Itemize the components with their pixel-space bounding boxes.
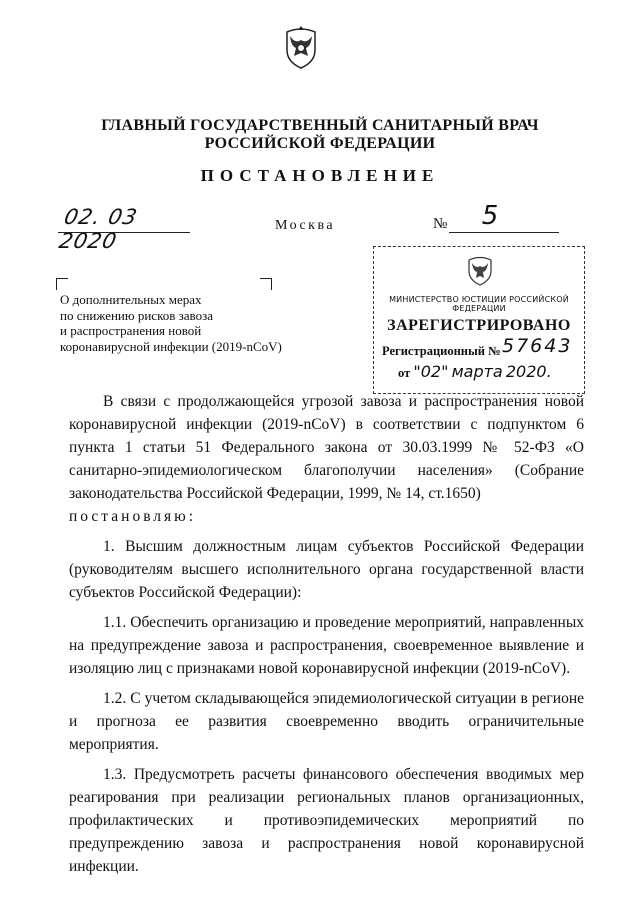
stamp-status: ЗАРЕГИСТРИРОВАНО xyxy=(387,317,571,334)
subject-line: по снижению рисков завоза xyxy=(60,307,213,323)
issuer-line-2: РОССИЙСКОЙ ФЕДЕРАЦИИ xyxy=(204,135,436,152)
document-number: 5 xyxy=(481,201,499,231)
document-body xyxy=(69,390,584,885)
subject-line: и распространения новой xyxy=(60,323,202,338)
clause-1-2: 1.2. С учетом складывающейся эпидемиологической ситуации в регионе и прогноза ее развития своевременно вводить ограничительные мероприятия. xyxy=(69,690,584,753)
subject-bracket-right xyxy=(260,278,272,290)
number-label: № xyxy=(433,216,448,232)
stamp-date-year: 2020. xyxy=(505,362,552,381)
subject-block xyxy=(60,292,320,354)
stamp-date-day: "02" xyxy=(413,362,449,381)
date-underline xyxy=(58,232,190,233)
subject-bracket-left xyxy=(56,278,68,290)
stamp-reg-label: Регистрационный № xyxy=(382,344,501,358)
registration-stamp xyxy=(373,246,585,394)
clause-1: 1. Высшим должностным лицам субъектов Российской Федерации (руководителям высшего исполнительного органа государственной власти субъектов Российской Федерации): xyxy=(69,538,584,601)
handwritten-date: 02. 03 2020 xyxy=(56,205,140,253)
clause-1-3: 1.3. Предусмотреть расчеты финансового обеспечения вводимых мер реагирования при реализации региональных планов организационных, профилактических и противоэпидемических мероприятий по предупреждению завоза и распространения новой коронавирусной инфекции. xyxy=(69,766,584,875)
subject-line: О дополнительных мерах xyxy=(60,292,202,307)
stamp-date-row xyxy=(398,362,552,381)
subject-line: коронавирусной инфекции (2019-nCoV) xyxy=(60,338,282,354)
stamp-date-prefix: от xyxy=(398,366,411,380)
stamp-date-month: марта xyxy=(451,362,503,381)
clause-1-1: 1.1. Обеспечить организацию и проведение мероприятий, направленных на предупреждение завоза и распространения, своевременное выявление и изоляцию лиц с признаками новой коронавирусной инфекции (2019-nCoV). xyxy=(69,614,584,677)
stamp-ministry: МИНИСТЕРСТВО ЮСТИЦИИ РОССИЙСКОЙ ФЕДЕРАЦИИ xyxy=(389,295,569,313)
stamp-reg-number: 57643 xyxy=(502,335,573,357)
coat-of-arms-icon xyxy=(281,22,321,72)
document-title: ПОСТАНОВЛЕНИЕ xyxy=(200,166,440,185)
intro-paragraph: В связи с продолжающейся угрозой завоза и распространения новой коронавирусной инфекции (2019-nCoV) в соответствии с подпунктом 6 пункта 1 статьи 51 Федерального закона от 30.03.1999 № 52-ФЗ «О санитарно-эпидемиологическом благополучии населения» (Собрание законодательства Российской Федерации, 1999, № 14, ст.1650) xyxy=(69,393,584,502)
number-underline xyxy=(449,232,559,233)
city: Москва xyxy=(275,218,336,233)
issuer-line-1: ГЛАВНЫЙ ГОСУДАРСТВЕННЫЙ САНИТАРНЫЙ ВРАЧ xyxy=(101,117,539,134)
decree-word: постановляю: xyxy=(69,508,197,525)
stamp-coat-of-arms-icon xyxy=(466,254,494,288)
